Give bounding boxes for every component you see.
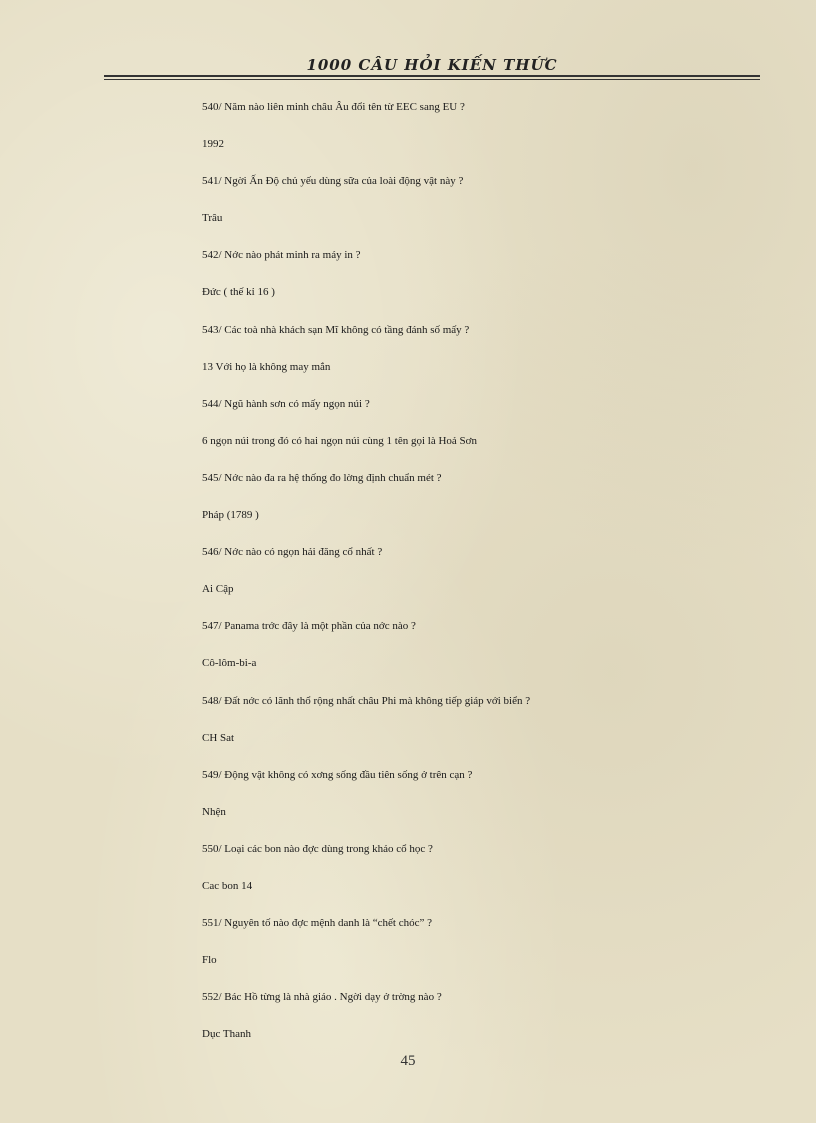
- answer-544: 6 ngọn núi trong đó có hai ngọn núi cùng 1 tên gọi là Hoả Sơn: [202, 434, 477, 447]
- question-546: 546/ Nớc nào có ngọn hải đăng cổ nhất ?: [202, 546, 383, 559]
- header-title: 1000 CÂU HỎI KIẾN THỨC: [306, 56, 558, 74]
- question-547: 547/ Panama trớc đây là một phần của nớc nào ?: [202, 620, 416, 633]
- answer-543: 13 Với họ là không may mắn: [202, 360, 331, 373]
- question-552: 552/ Bác Hồ từng là nhà giáo . Ngời dạy ở trờng nào ?: [202, 991, 442, 1004]
- question-541: 541/ Ngời Ấn Độ chủ yếu dùng sữa của loài động vật này ?: [202, 175, 464, 188]
- question-542: 542/ Nớc nào phát minh ra máy in ?: [202, 249, 361, 262]
- question-544: 544/ Ngũ hành sơn có mấy ngọn núi ?: [202, 397, 370, 410]
- header-rule: [104, 75, 760, 80]
- qa-list: [202, 100, 682, 1064]
- answer-548: CH Sat: [202, 731, 235, 744]
- question-548: 548/ Đất nớc có lãnh thổ rộng nhất châu Phi mà không tiếp giáp với biển ?: [202, 694, 531, 707]
- answer-547: Cô-lôm-bi-a: [202, 657, 257, 670]
- answer-542: Đức ( thế kỉ 16 ): [202, 286, 275, 299]
- answer-551: Flo: [202, 954, 217, 967]
- question-551: 551/ Nguyên tố nào đợc mệnh danh là “chết chóc” ?: [202, 917, 433, 930]
- question-549: 549/ Động vật không có xơng sống đầu tiên sống ở trên cạn ?: [202, 768, 473, 781]
- question-543: 543/ Các toà nhà khách sạn Mĩ không có tầng đánh số mấy ?: [202, 323, 470, 336]
- question-550: 550/ Loại các bon nào đợc dùng trong khảo cổ học ?: [202, 842, 433, 855]
- answer-546: Ai Cập: [202, 583, 234, 596]
- answer-545: Pháp (1789 ): [202, 509, 259, 522]
- answer-549: Nhện: [202, 805, 226, 818]
- answer-540: 1992: [202, 138, 224, 151]
- page-header: [104, 56, 760, 80]
- answer-552: Dục Thanh: [202, 1028, 251, 1041]
- answer-550: Cac bon 14: [202, 879, 253, 892]
- answer-541: Trâu: [202, 212, 223, 225]
- question-545: 545/ Nớc nào đa ra hệ thống đo lờng định chuẩn mét ?: [202, 471, 442, 484]
- page-number: 45: [400, 1053, 416, 1069]
- question-540: 540/ Năm nào liên minh châu Âu đổi tên từ EEC sang EU ?: [202, 101, 465, 113]
